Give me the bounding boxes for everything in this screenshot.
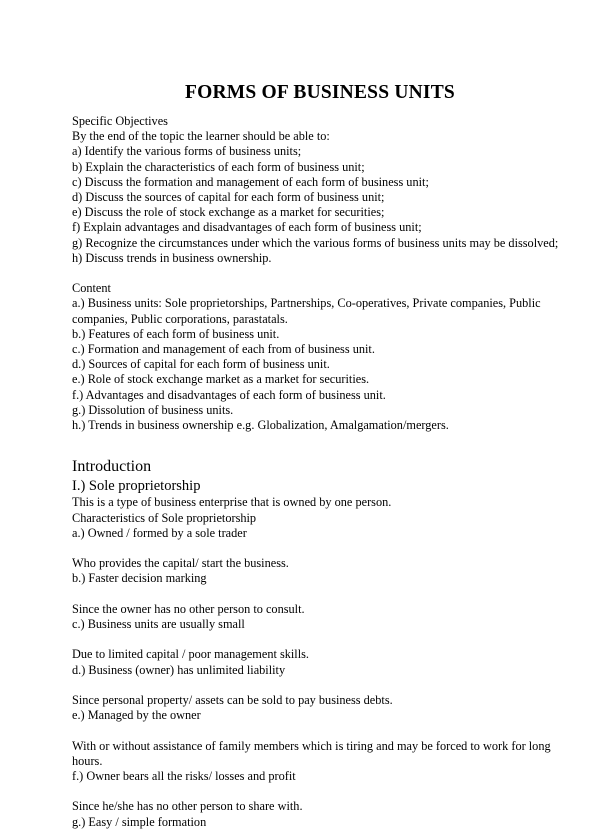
spacer bbox=[72, 266, 568, 281]
objective-item: c) Discuss the formation and management of each form of business unit; bbox=[72, 174, 429, 189]
characteristic-point: Since the owner has no other person to consult. bbox=[72, 601, 305, 616]
content-item: a.) Business units: Sole proprietorships, Partnerships, Co-operatives, Private companies, Public bbox=[72, 296, 541, 311]
objective-item: a) Identify the various forms of business units; bbox=[72, 144, 302, 159]
characteristics-heading: Characteristics of Sole proprietorship bbox=[72, 510, 257, 525]
content-item: d.) Sources of capital for each form of business unit. bbox=[72, 357, 330, 372]
characteristic-point: b.) Faster decision marking bbox=[72, 571, 207, 586]
characteristic-point bbox=[72, 541, 568, 556]
spacer bbox=[72, 448, 568, 457]
content-item: e.) Role of stock exchange market as a market for securities. bbox=[72, 372, 370, 387]
characteristic-point: Since he/she has no other person to share with. bbox=[72, 799, 303, 814]
objective-item: b) Explain the characteristics of each form of business unit; bbox=[72, 159, 365, 174]
page-title: FORMS OF BUSINESS UNITS bbox=[185, 82, 455, 103]
characteristic-point: Since personal property/ assets can be sold to pay business debts. bbox=[72, 693, 393, 708]
characteristic-point: a.) Owned / formed by a sole trader bbox=[72, 525, 247, 540]
characteristic-point bbox=[72, 632, 568, 647]
content-item: companies, Public corporations, parastatals. bbox=[72, 311, 288, 326]
spacer bbox=[72, 433, 568, 448]
specific-objectives-section bbox=[72, 114, 568, 266]
characteristic-point bbox=[72, 723, 568, 738]
characteristic-point: c.) Business units are usually small bbox=[72, 617, 245, 632]
objective-item: g) Recognize the circumstances under which the various forms of business units may be dissolved; bbox=[72, 235, 559, 250]
content-section bbox=[72, 281, 568, 433]
objective-item: d) Discuss the sources of capital for each form of business unit; bbox=[72, 190, 385, 205]
characteristic-point: g.) Easy / simple formation bbox=[72, 814, 207, 829]
characteristic-point: Who provides the capital/ start the business. bbox=[72, 556, 289, 571]
sole-proprietorship-heading: I.) Sole proprietorship bbox=[72, 478, 201, 495]
introduction-section bbox=[72, 457, 568, 829]
objectives-intro: By the end of the topic the learner should be able to: bbox=[72, 129, 330, 144]
content-item: h.) Trends in business ownership e.g. Globalization, Amalgamation/mergers. bbox=[72, 418, 449, 433]
characteristic-point bbox=[72, 587, 568, 602]
characteristic-point: e.) Managed by the owner bbox=[72, 708, 201, 723]
objective-item: h) Discuss trends in business ownership. bbox=[72, 250, 272, 265]
objective-item: e) Discuss the role of stock exchange as a market for securities; bbox=[72, 205, 385, 220]
characteristic-point: f.) Owner bears all the risks/ losses and profit bbox=[72, 769, 296, 784]
characteristic-point: With or without assistance of family members which is tiring and may be forced to work for long hours. bbox=[72, 738, 554, 768]
introduction-heading: Introduction bbox=[72, 458, 152, 476]
characteristic-point bbox=[72, 678, 568, 693]
objective-item: f) Explain advantages and disadvantages of each form of business unit; bbox=[72, 220, 422, 235]
content-item: b.) Features of each form of business unit. bbox=[72, 326, 280, 341]
objectives-heading: Specific Objectives bbox=[72, 114, 168, 128]
content-item: f.) Advantages and disadvantages of each form of business unit. bbox=[72, 387, 386, 402]
sole-proprietorship-definition: This is a type of business enterprise that is owned by one person. bbox=[72, 495, 392, 510]
characteristic-point: d.) Business (owner) has unlimited liability bbox=[72, 662, 286, 677]
content-item: g.) Dissolution of business units. bbox=[72, 402, 234, 417]
content-heading: Content bbox=[72, 281, 111, 296]
characteristic-point: Due to limited capital / poor management skills. bbox=[72, 647, 310, 662]
content-item: c.) Formation and management of each from of business unit. bbox=[72, 342, 375, 357]
